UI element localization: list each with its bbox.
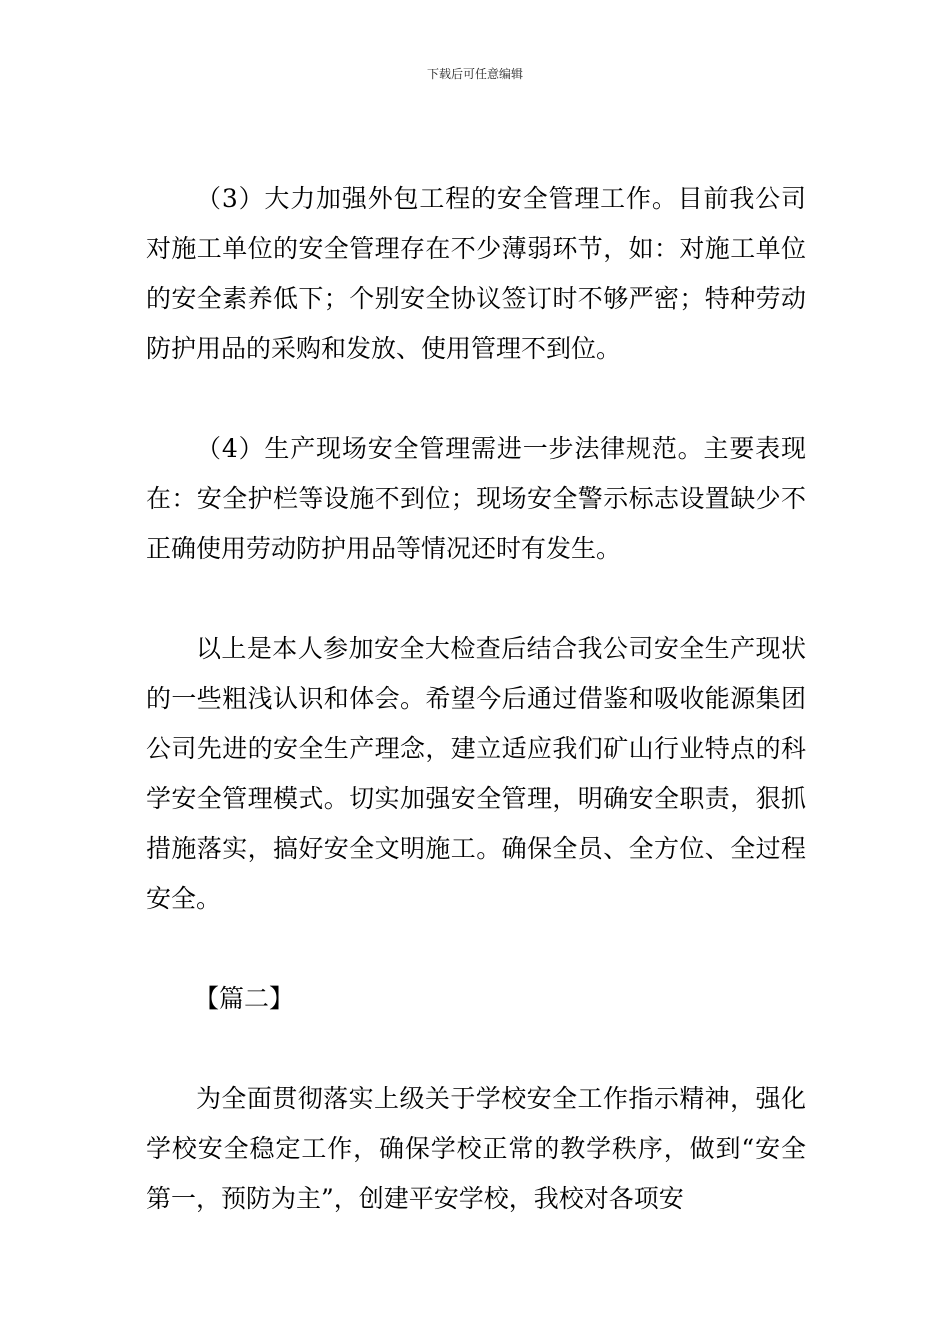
document-body: [146, 174, 806, 1224]
paragraph-site-safety: （4）生产现场安全管理需进一步法律规范。主要表现在：安全护栏等设施不到位；现场安全警示标志设置缺少不正确使用劳动防护用品等情况还时有发生。: [146, 434, 806, 563]
page-header: 下载后可任意编辑: [426, 67, 523, 81]
paragraph-school-safety: 为全面贯彻落实上级关于学校安全工作指示精神，强化学校安全稳定工作，确保学校正常的教学秩序，做到“安全第一，预防为主”，创建平安学校，我校对各项安: [146, 1084, 806, 1213]
section-heading: 【篇二】: [194, 984, 295, 1013]
paragraph-outsourcing-safety: （3）大力加强外包工程的安全管理工作。目前我公司对施工单位的安全管理存在不少薄弱环节，如：对施工单位的安全素养低下；个别安全协议签订时不够严密；特种劳动防护用品的采购和发放、使用管理不到位。: [146, 184, 806, 363]
paragraph-summary: 以上是本人参加安全大检查后结合我公司安全生产现状的一些粗浅认识和体会。希望今后通过借鉴和吸收能源集团公司先进的安全生产理念，建立适应我们矿山行业特点的科学安全管理模式。切实加强安全管理，明确安全职责，狠抓措施落实，搞好安全文明施工。确保全员、全方位、全过程安全。: [146, 634, 806, 913]
